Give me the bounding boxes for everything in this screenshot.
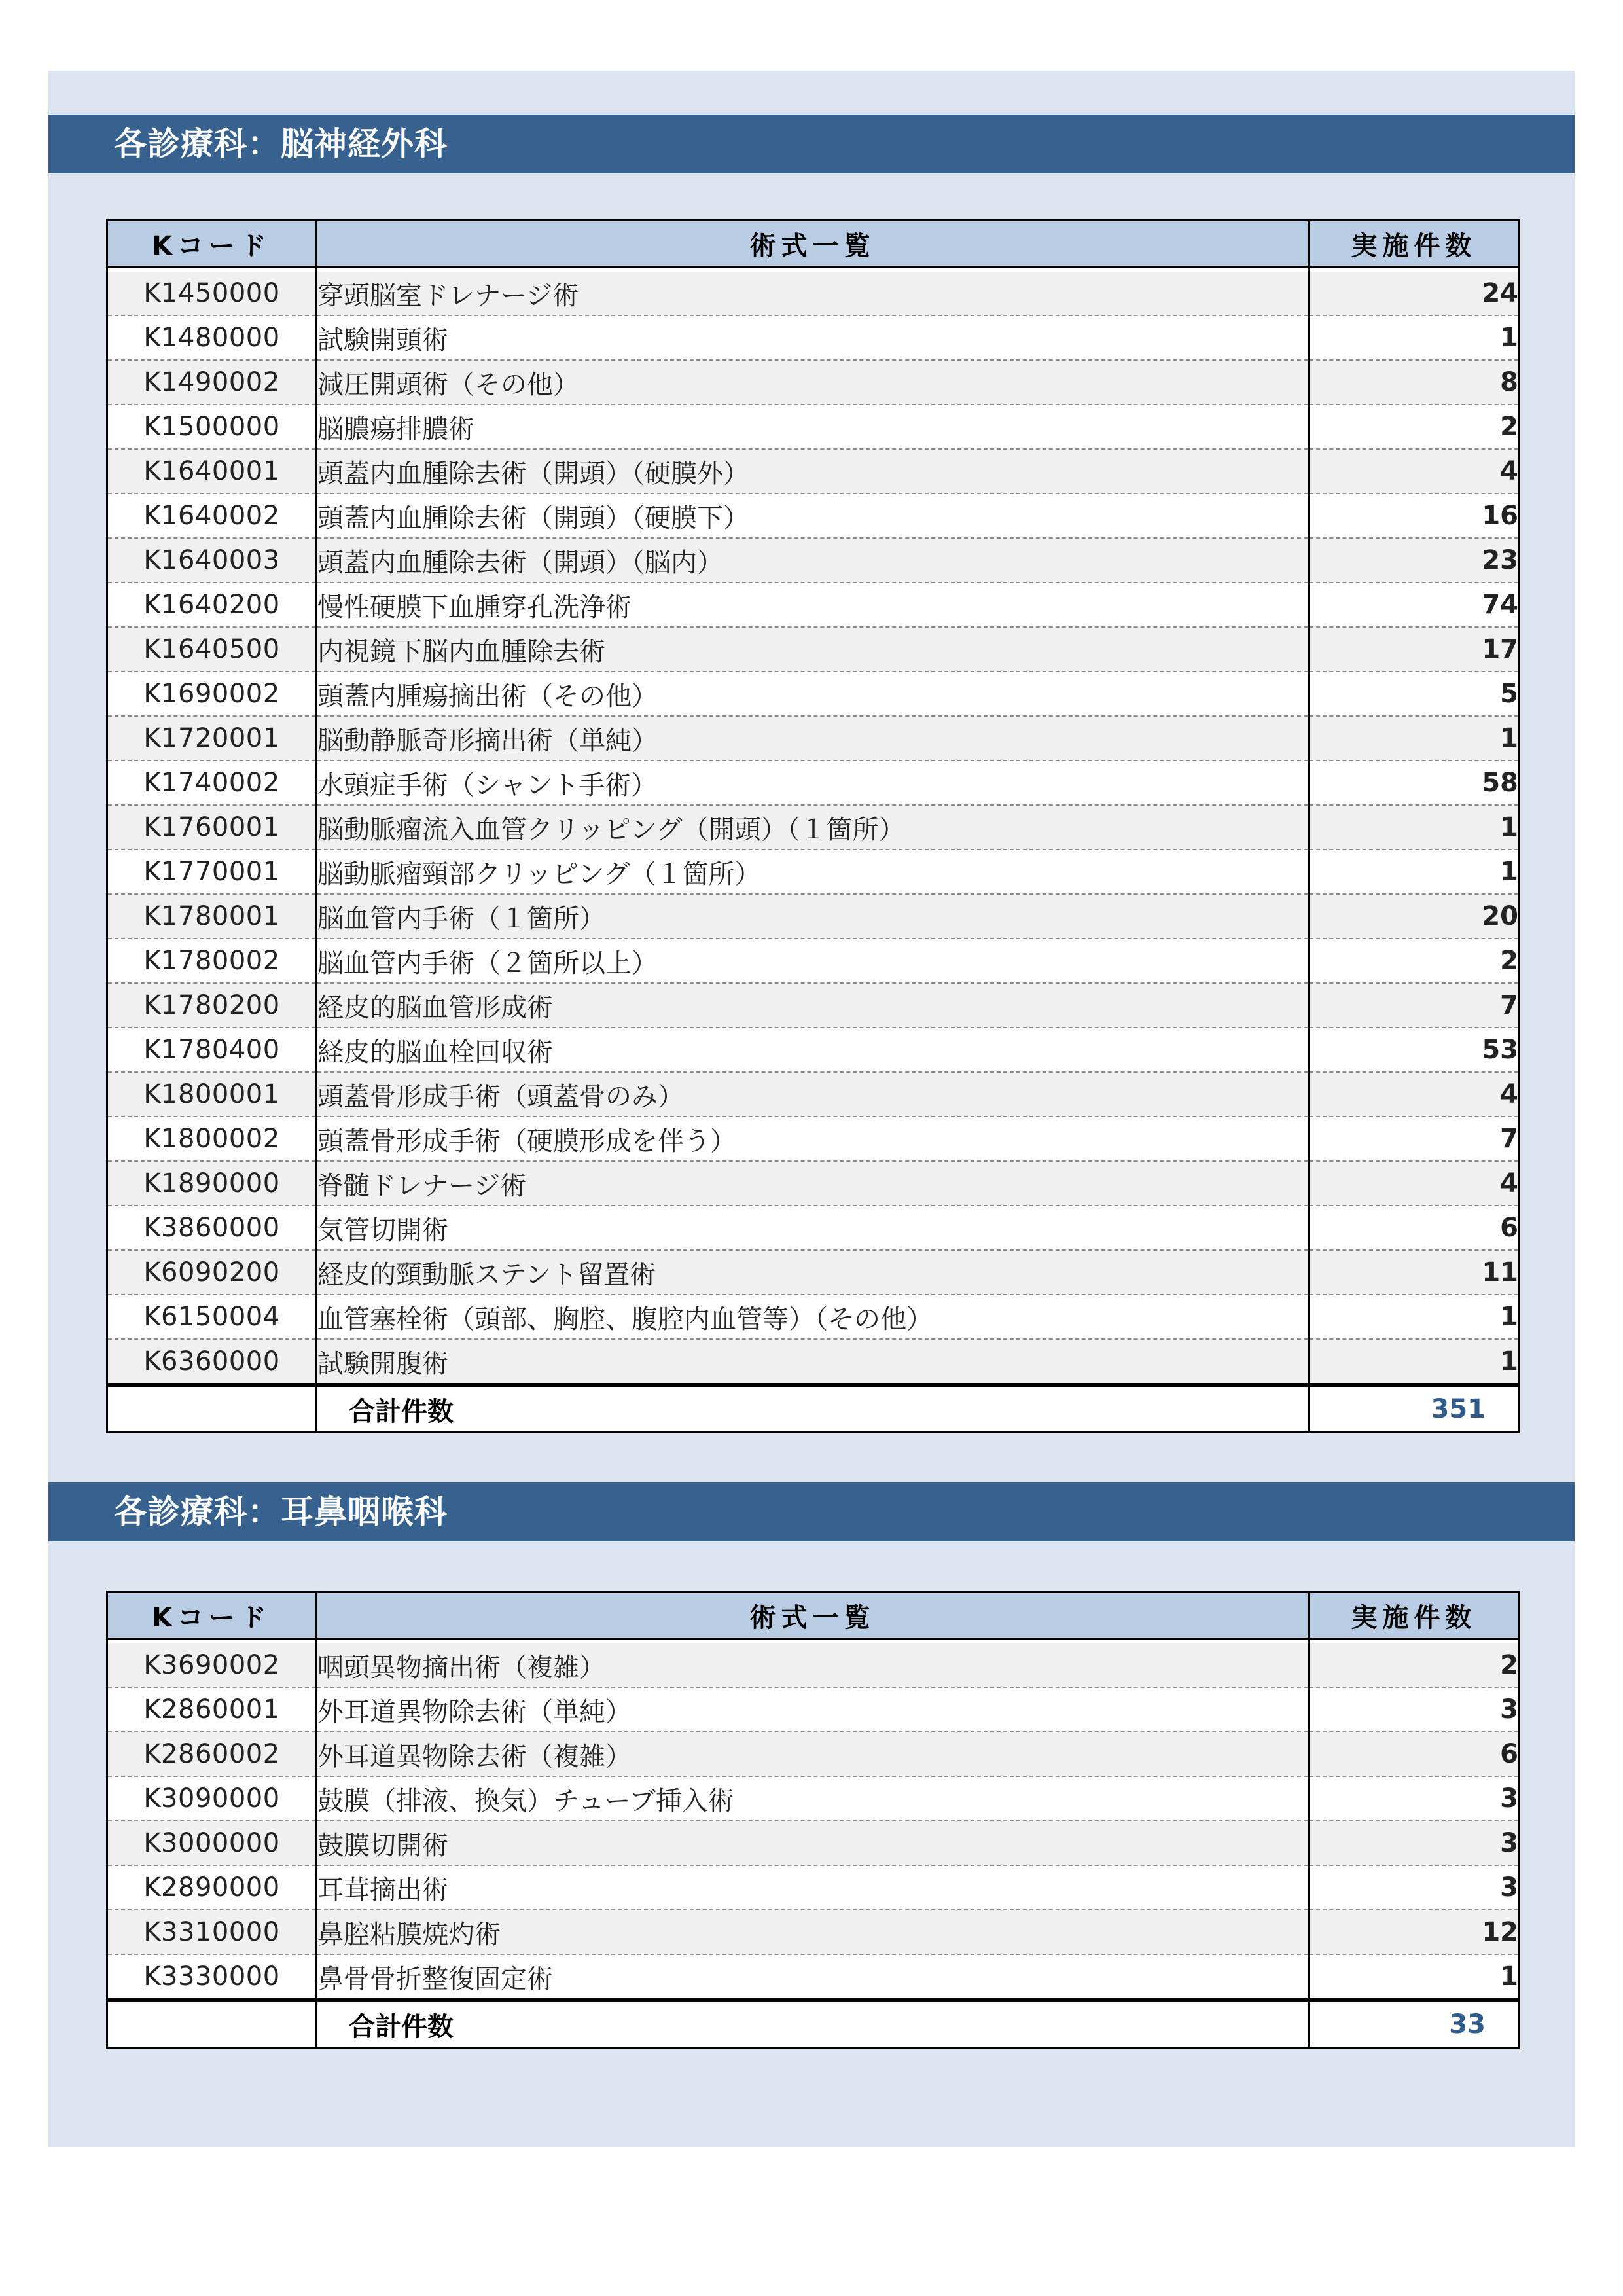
k-code-cell: K1760001 — [107, 805, 317, 850]
procedure-name-cell: 穿頭脳室ドレナージ術 — [317, 272, 1309, 315]
procedure-name-cell: 頭蓋骨形成手術（硬膜形成を伴う） — [317, 1117, 1309, 1161]
k-code-cell: K2860002 — [107, 1732, 317, 1776]
column-header-procedure: 術式一覧 — [317, 1592, 1309, 1639]
count-cell: 1 — [1309, 1954, 1520, 2000]
table-row — [107, 404, 1520, 449]
count-cell: 1 — [1309, 716, 1520, 761]
table-row — [107, 493, 1520, 538]
procedure-name-cell: 脊髄ドレナージ術 — [317, 1161, 1309, 1206]
total-label: 合計件数 — [317, 1386, 1309, 1433]
table-row — [107, 583, 1520, 627]
table-body — [107, 1643, 1520, 2000]
procedure-name-cell: 内視鏡下脳内血腫除去術 — [317, 627, 1309, 672]
table-row — [107, 1161, 1520, 1206]
k-code-cell: K3000000 — [107, 1821, 317, 1865]
count-cell: 2 — [1309, 404, 1520, 449]
k-code-cell: K1720001 — [107, 716, 317, 761]
section-title-neurosurgery: 各診療科：脳神経外科 — [48, 115, 1575, 173]
table-row — [107, 1821, 1520, 1865]
k-code-cell: K1740002 — [107, 761, 317, 805]
k-code-cell: K1780400 — [107, 1028, 317, 1072]
column-header-code: Kコード — [107, 221, 317, 267]
procedure-name-cell: 外耳道異物除去術（単純） — [317, 1687, 1309, 1732]
count-cell: 11 — [1309, 1250, 1520, 1295]
table-row — [107, 1117, 1520, 1161]
total-label: 合計件数 — [317, 2001, 1309, 2048]
k-code-cell: K1800001 — [107, 1072, 317, 1117]
procedure-name-cell: 脳膿瘍排膿術 — [317, 404, 1309, 449]
count-cell: 24 — [1309, 272, 1520, 315]
table-row — [107, 805, 1520, 850]
procedure-name-cell: 脳動静脈奇形摘出術（単純） — [317, 716, 1309, 761]
count-cell: 3 — [1309, 1821, 1520, 1865]
k-code-cell: K1640200 — [107, 583, 317, 627]
column-header-count: 実施件数 — [1309, 1592, 1520, 1639]
procedure-name-cell: 脳血管内手術（２箇所以上） — [317, 939, 1309, 983]
table-row — [107, 360, 1520, 404]
count-cell: 4 — [1309, 1072, 1520, 1117]
content-panel — [48, 71, 1575, 2147]
count-cell: 3 — [1309, 1776, 1520, 1821]
k-code-cell: K1690002 — [107, 672, 317, 716]
procedure-name-cell: 頭蓋骨形成手術（頭蓋骨のみ） — [317, 1072, 1309, 1117]
count-cell: 4 — [1309, 449, 1520, 493]
k-code-cell: K2890000 — [107, 1865, 317, 1910]
table-row — [107, 939, 1520, 983]
procedure-name-cell: 脳血管内手術（１箇所） — [317, 894, 1309, 939]
count-cell: 2 — [1309, 939, 1520, 983]
procedure-table-ent — [106, 1591, 1520, 2049]
count-cell: 53 — [1309, 1028, 1520, 1072]
k-code-cell: K1780001 — [107, 894, 317, 939]
column-header-procedure: 術式一覧 — [317, 221, 1309, 267]
total-empty-cell — [107, 1386, 317, 1433]
count-cell: 23 — [1309, 538, 1520, 583]
count-cell: 8 — [1309, 360, 1520, 404]
k-code-cell: K1640500 — [107, 627, 317, 672]
k-code-cell: K1640003 — [107, 538, 317, 583]
procedure-name-cell: 血管塞栓術（頭部、胸腔、腹腔内血管等）（その他） — [317, 1295, 1309, 1339]
count-cell: 5 — [1309, 672, 1520, 716]
k-code-cell: K1780200 — [107, 983, 317, 1028]
table-row — [107, 1687, 1520, 1732]
procedure-name-cell: 減圧開頭術（その他） — [317, 360, 1309, 404]
table-row — [107, 894, 1520, 939]
k-code-cell: K1450000 — [107, 272, 317, 315]
procedure-name-cell: 鼻腔粘膜焼灼術 — [317, 1910, 1309, 1954]
column-header-count: 実施件数 — [1309, 221, 1520, 267]
table-row — [107, 1954, 1520, 2000]
k-code-cell: K3690002 — [107, 1643, 317, 1687]
k-code-cell: K1890000 — [107, 1161, 317, 1206]
count-cell: 1 — [1309, 315, 1520, 360]
count-cell: 1 — [1309, 1339, 1520, 1384]
table-row — [107, 1776, 1520, 1821]
procedure-name-cell: 脳動脈瘤頸部クリッピング（１箇所） — [317, 850, 1309, 894]
table-row — [107, 1206, 1520, 1250]
count-cell: 1 — [1309, 850, 1520, 894]
procedure-name-cell: 経皮的脳血管形成術 — [317, 983, 1309, 1028]
table-row — [107, 1339, 1520, 1384]
table-row — [107, 716, 1520, 761]
count-cell: 7 — [1309, 1117, 1520, 1161]
procedure-name-cell: 気管切開術 — [317, 1206, 1309, 1250]
count-cell: 16 — [1309, 493, 1520, 538]
procedure-name-cell: 咽頭異物摘出術（複雑） — [317, 1643, 1309, 1687]
section-title-ent: 各診療科：耳鼻咽喉科 — [48, 1482, 1575, 1541]
procedure-name-cell: 慢性硬膜下血腫穿孔洗浄術 — [317, 583, 1309, 627]
procedure-name-cell: 試験開腹術 — [317, 1339, 1309, 1384]
procedure-name-cell: 頭蓋内腫瘍摘出術（その他） — [317, 672, 1309, 716]
procedure-name-cell: 外耳道異物除去術（複雑） — [317, 1732, 1309, 1776]
procedure-name-cell: 水頭症手術（シャント手術） — [317, 761, 1309, 805]
table-row — [107, 1250, 1520, 1295]
k-code-cell: K6090200 — [107, 1250, 317, 1295]
k-code-cell: K6360000 — [107, 1339, 317, 1384]
k-code-cell: K1640002 — [107, 493, 317, 538]
k-code-cell: K2860001 — [107, 1687, 317, 1732]
total-row — [107, 2001, 1520, 2048]
procedure-name-cell: 鼓膜切開術 — [317, 1821, 1309, 1865]
procedure-name-cell: 経皮的頸動脈ステント留置術 — [317, 1250, 1309, 1295]
table-row — [107, 449, 1520, 493]
table-row — [107, 1865, 1520, 1910]
count-cell: 2 — [1309, 1643, 1520, 1687]
table-row — [107, 850, 1520, 894]
k-code-cell: K3090000 — [107, 1776, 317, 1821]
procedure-name-cell: 耳茸摘出術 — [317, 1865, 1309, 1910]
count-cell: 20 — [1309, 894, 1520, 939]
procedure-name-cell: 脳動脈瘤流入血管クリッピング（開頭）（１箇所） — [317, 805, 1309, 850]
count-cell: 6 — [1309, 1206, 1520, 1250]
procedure-name-cell: 頭蓋内血腫除去術（開頭）（硬膜外） — [317, 449, 1309, 493]
k-code-cell: K3860000 — [107, 1206, 317, 1250]
k-code-cell: K1800002 — [107, 1117, 317, 1161]
k-code-cell: K1640001 — [107, 449, 317, 493]
count-cell: 1 — [1309, 805, 1520, 850]
table-row — [107, 272, 1520, 315]
table-row — [107, 1910, 1520, 1954]
procedure-name-cell: 頭蓋内血腫除去術（開頭）（硬膜下） — [317, 493, 1309, 538]
count-cell: 58 — [1309, 761, 1520, 805]
k-code-cell: K1780002 — [107, 939, 317, 983]
k-code-cell: K1500000 — [107, 404, 317, 449]
total-row — [107, 1386, 1520, 1433]
k-code-cell: K1490002 — [107, 360, 317, 404]
count-cell: 74 — [1309, 583, 1520, 627]
table-body — [107, 272, 1520, 1384]
procedure-name-cell: 試験開頭術 — [317, 315, 1309, 360]
total-empty-cell — [107, 2001, 317, 2048]
table-row — [107, 1732, 1520, 1776]
count-cell: 7 — [1309, 983, 1520, 1028]
table-row — [107, 983, 1520, 1028]
count-cell: 1 — [1309, 1295, 1520, 1339]
k-code-cell: K3330000 — [107, 1954, 317, 2000]
table-row — [107, 1072, 1520, 1117]
procedure-name-cell: 経皮的脳血栓回収術 — [317, 1028, 1309, 1072]
k-code-cell: K3310000 — [107, 1910, 317, 1954]
count-cell: 3 — [1309, 1687, 1520, 1732]
procedure-name-cell: 鼻骨骨折整復固定術 — [317, 1954, 1309, 2000]
count-cell: 6 — [1309, 1732, 1520, 1776]
k-code-cell: K1480000 — [107, 315, 317, 360]
column-header-code: Kコード — [107, 1592, 317, 1639]
table-row — [107, 627, 1520, 672]
count-cell: 17 — [1309, 627, 1520, 672]
count-cell: 3 — [1309, 1865, 1520, 1910]
procedure-name-cell: 頭蓋内血腫除去術（開頭）（脳内） — [317, 538, 1309, 583]
count-cell: 12 — [1309, 1910, 1520, 1954]
total-value: 351 — [1309, 1386, 1520, 1433]
total-value: 33 — [1309, 2001, 1520, 2048]
table-row — [107, 1028, 1520, 1072]
table-row — [107, 315, 1520, 360]
count-cell: 4 — [1309, 1161, 1520, 1206]
table-row — [107, 1643, 1520, 1687]
k-code-cell: K1770001 — [107, 850, 317, 894]
procedure-table-neurosurgery — [106, 219, 1520, 1433]
procedure-name-cell: 鼓膜（排液、換気）チューブ挿入術 — [317, 1776, 1309, 1821]
table-row — [107, 761, 1520, 805]
k-code-cell: K6150004 — [107, 1295, 317, 1339]
table-row — [107, 538, 1520, 583]
table-row — [107, 1295, 1520, 1339]
table-row — [107, 672, 1520, 716]
